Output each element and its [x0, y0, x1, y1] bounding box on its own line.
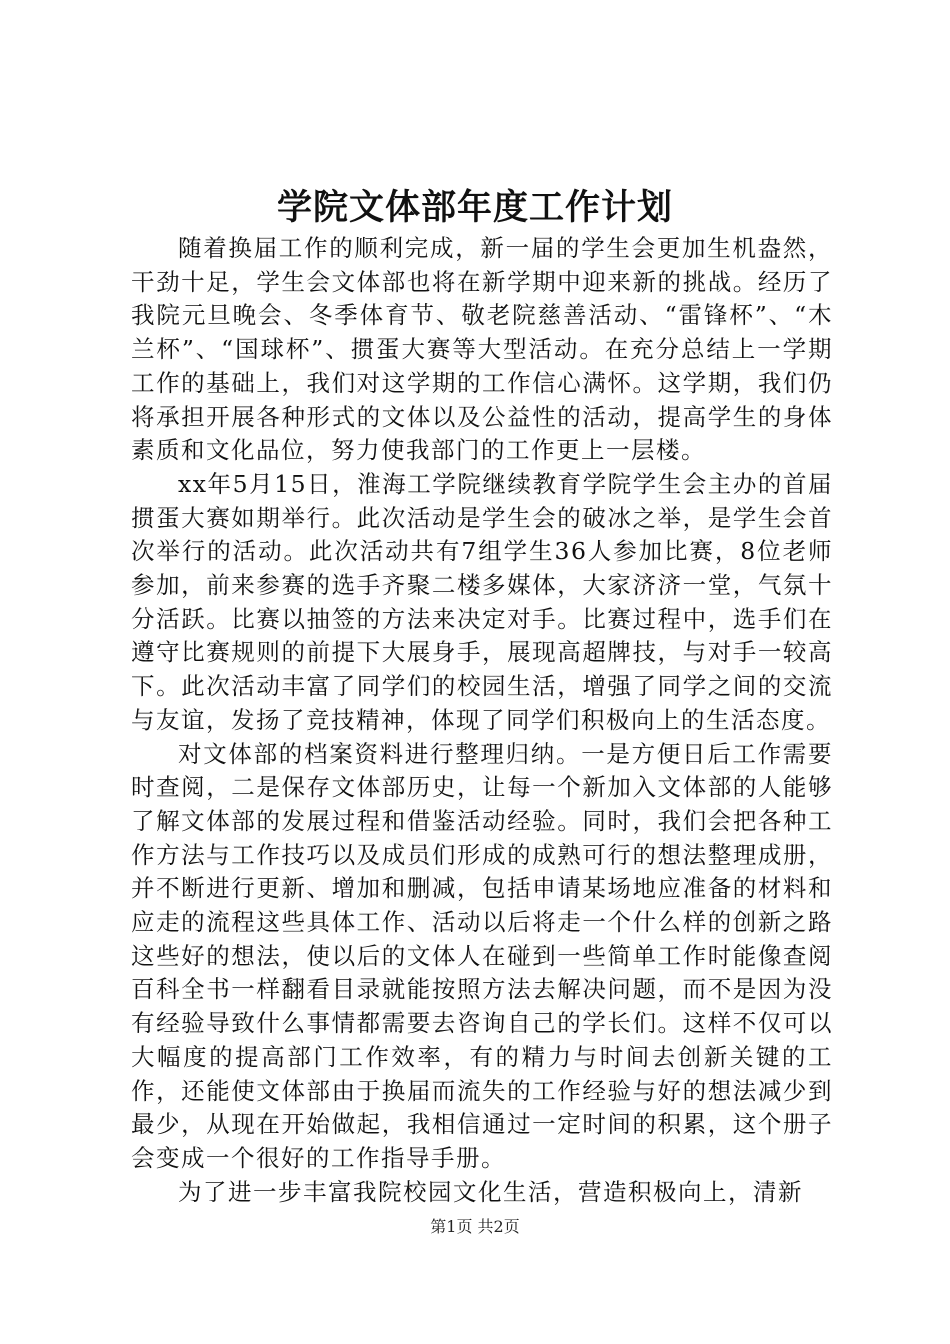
page-title: 学院文体部年度工作计划: [276, 187, 673, 228]
paragraph-3: 对文体部的档案资料进行整理归纳。一是方便日后工作需要时查阅，二是保存文体部历史，让每一个新加入文体部的人能够了解文体部的发展过程和借鉴活动经验。同时，我们会把各种工作方法与工作技巧以及成员们形成的成熟可行的想法整理成册，并不断进行更新、增加和删减，包括申请某场地应准备的材料和应走的流程这些具体工作、活动以后将走一个什么样的创新之路这些好的想法，使以后的文体人在碰到一些简单工作时能像查阅百科全书一样翻看目录就能按照方法去解决问题，而不是因为没有经验导致什么事情都需要去咨询自己的学长们。这样不仅可以大幅度的提高部门工作效率，有的精力与时间去创新关键的工作，还能使文体部由于换届而流失的工作经验与好的想法减少到最少，从现在开始做起，我相信通过一定时间的积累，这个册子会变成一个很好的工作指导手册。: [131, 739, 833, 1172]
paragraph-4: 为了进一步丰富我院校园文化生活，营造积极向上，清新: [178, 1177, 803, 1206]
document-body: [131, 232, 833, 1209]
paragraph-2: xx年5月15日，淮海工学院继续教育学院学生会主办的首届掼蛋大赛如期举行。此次活动是学生会的破冰之举，是学生会首次举行的活动。此次活动共有7组学生36人参加比赛，8位老师参加，前来参赛的选手齐聚二楼多媒体，大家济济一堂，气氛十分活跃。比赛以抽签的方法来决定对手。比赛过程中，选手们在遵守比赛规则的前提下大展身手，展现高超牌技，与对手一较高下。此次活动丰富了同学们的校园生活，增强了同学之间的交流与友谊，发扬了竞技精神，体现了同学们积极向上的生活态度。: [131, 469, 833, 734]
page-footer: 第1页 共2页: [430, 1217, 520, 1236]
paragraph-1: 随着换届工作的顺利完成，新一届的学生会更加生机盎然，干劲十足，学生会文体部也将在新学期中迎来新的挑战。经历了我院元旦晚会、冬季体育节、敬老院慈善活动、“雷锋杯”、“木兰杯”、“国球杯”、掼蛋大赛等大型活动。在充分总结上一学期工作的基础上，我们对这学期的工作信心满怀。这学期，我们仍将承担开展各种形式的文体以及公益性的活动，提高学生的身体素质和文化品位，努力使我部门的工作更上一层楼。: [131, 234, 833, 465]
